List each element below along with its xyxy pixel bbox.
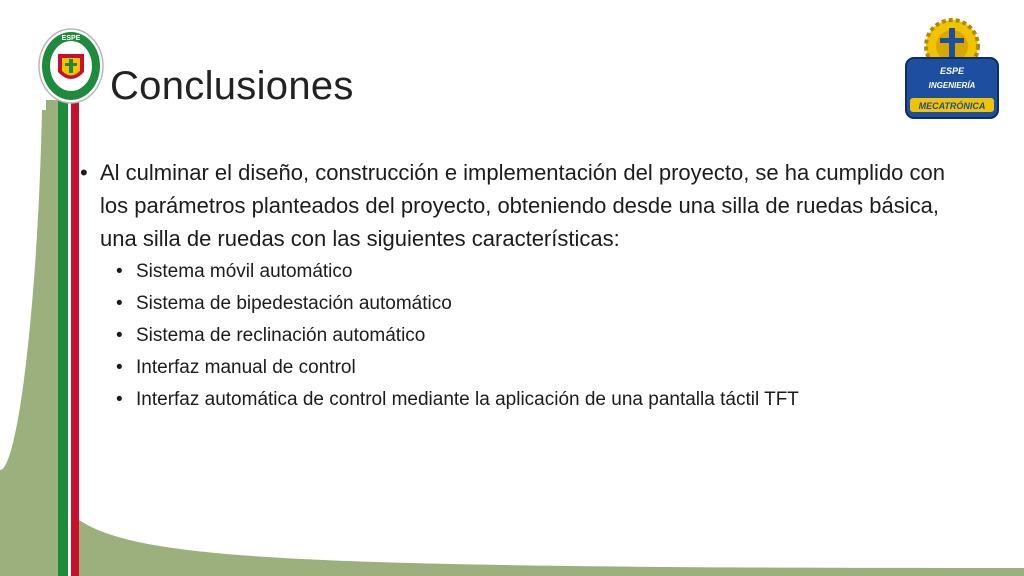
green-stripe xyxy=(58,100,68,576)
slide-content xyxy=(80,156,970,421)
feature-item xyxy=(80,261,970,283)
feature-text: Sistema móvil automático xyxy=(136,261,353,282)
bullet-dot-icon: • xyxy=(116,357,123,378)
badge-line-mecatronica: MECATRÓNICA xyxy=(918,101,986,111)
slide-title: Conclusiones xyxy=(110,64,354,108)
red-stripe xyxy=(71,100,79,576)
bullet-dot-icon: • xyxy=(116,261,123,282)
bullet-dot-icon: • xyxy=(116,325,123,346)
bullet-dot-icon: • xyxy=(80,160,88,185)
feature-text: Sistema de reclinación automático xyxy=(136,325,426,346)
feature-text: Interfaz automática de control mediante la aplicación de una pantalla táctil TFT xyxy=(136,389,799,410)
bullet-dot-icon: • xyxy=(116,389,123,410)
badge-line-ingenieria: INGENIERÍA xyxy=(928,81,976,90)
espe-logo xyxy=(38,28,104,104)
badge-line-espe: ESPE xyxy=(939,66,965,76)
white-stripe xyxy=(68,100,71,576)
bullet-dot-icon: • xyxy=(116,293,123,314)
feature-text: Interfaz manual de control xyxy=(136,357,356,378)
bottom-band xyxy=(79,568,1024,576)
sage-bottom-fill xyxy=(79,520,1024,576)
mecatronica-logo xyxy=(902,16,1002,122)
feature-text: Sistema de bipedestación automático xyxy=(136,293,452,314)
feature-list xyxy=(80,261,970,411)
feature-item xyxy=(80,325,970,347)
main-bullet xyxy=(80,156,970,255)
sage-stripe xyxy=(46,100,58,576)
espe-seal-text: ESPE xyxy=(61,35,81,42)
feature-item xyxy=(80,357,970,379)
feature-item xyxy=(80,293,970,315)
main-bullet-text: Al culminar el diseño, construcción e implementación del proyecto, se ha cumplido con los parámetros planteados del proyecto, obteniendo desde una silla de ruedas básica, una silla de ruedas con las siguientes características: xyxy=(100,160,945,251)
feature-item xyxy=(80,389,970,411)
